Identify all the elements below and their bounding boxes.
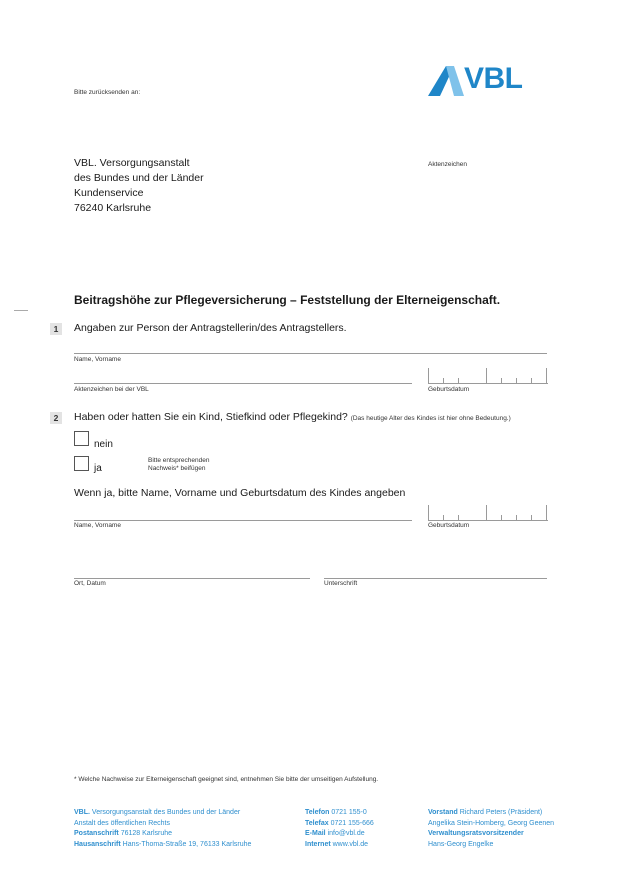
- footer-label: E-Mail: [305, 830, 326, 837]
- vbl-logo-icon: [428, 64, 468, 98]
- section2-question: Haben oder hatten Sie ein Kind, Stiefkind oder Pflegekind?: [74, 411, 348, 423]
- reference-input-line[interactable]: [74, 383, 412, 384]
- section1-heading: Angaben zur Person der Antragstellerin/des Antragstellers.: [74, 322, 347, 334]
- child-heading: Wenn ja, bitte Name, Vorname und Geburtsdatum des Kindes angeben: [74, 487, 406, 499]
- address-line: VBL. Versorgungsanstalt: [74, 157, 190, 169]
- section-number: 1: [50, 323, 62, 335]
- signature-label: Unterschrift: [324, 580, 358, 587]
- footer-value: Hans-Thoma-Straße 19, 76133 Karlsruhe: [122, 840, 252, 848]
- yes-note: [148, 457, 209, 473]
- vbl-logo: [428, 62, 546, 98]
- place-date-label: Ort, Datum: [74, 580, 106, 587]
- footer-label: Internet: [305, 840, 331, 848]
- footer-web[interactable]: www.vbl.de: [332, 840, 369, 848]
- address-line: 76240 Karlsruhe: [74, 202, 152, 214]
- footer-label: VBL.: [74, 809, 90, 816]
- section2-heading: [74, 411, 511, 423]
- footer-col-address: [74, 808, 299, 850]
- footer-value: Hans-Georg Engelke: [428, 840, 494, 848]
- fold-mark: [14, 310, 28, 311]
- logo-text: VBL: [464, 62, 523, 95]
- footer-value: Richard Peters (Präsident): [459, 809, 543, 816]
- footer-label: Hausanschrift: [74, 840, 121, 848]
- place-date-input-line[interactable]: [74, 578, 310, 579]
- footnote: * Welche Nachweise zur Elterneigenschaft geeignet sind, entnehmen Sie bitte der umseitigen Aufstellung.: [74, 776, 379, 783]
- footer-col-contact: [305, 808, 420, 850]
- checkbox-no[interactable]: [74, 431, 89, 446]
- footer-phone: 0721 155-0: [331, 809, 367, 816]
- signature-input-line[interactable]: [324, 578, 547, 579]
- footer-value: Anstalt des öffentlichen Rechts: [74, 819, 170, 827]
- footer-value: Angelika Stein-Homberg, Georg Geenen: [428, 819, 555, 827]
- footer-col-board: [428, 808, 563, 850]
- birthdate-label: Geburtsdatum: [428, 386, 470, 393]
- name-input-line[interactable]: [74, 353, 547, 354]
- reference-vbl-label: Aktenzeichen bei der VBL: [74, 386, 149, 393]
- reference-label: Aktenzeichen: [428, 161, 468, 168]
- yes-note-line: Nachweis* beifügen: [148, 465, 206, 472]
- name-label: Name, Vorname: [74, 356, 121, 363]
- footer-label: Vorstand: [428, 809, 458, 816]
- section2-note: (Das heutige Alter des Kindes ist hier ohne Bedeutung.): [350, 415, 511, 422]
- child-birthdate-input[interactable]: [428, 505, 548, 521]
- footer-value: 76128 Karlsruhe: [120, 830, 173, 837]
- yes-note-line: Bitte entsprechenden: [148, 457, 210, 464]
- footer-label: Verwaltungsratsvorsitzender: [428, 830, 524, 837]
- footer-label: Postanschrift: [74, 830, 119, 837]
- footer-label: Telefon: [305, 809, 330, 816]
- child-name-input-line[interactable]: [74, 520, 412, 521]
- child-name-label: Name, Vorname: [74, 522, 121, 529]
- page-title: Beitragshöhe zur Pflegeversicherung – Feststellung der Elterneigenschaft.: [74, 293, 501, 307]
- section-number: 2: [50, 412, 62, 424]
- footer-label: Telefax: [305, 819, 329, 827]
- address-line: Kundenservice: [74, 187, 144, 199]
- address-line: des Bundes und der Länder: [74, 172, 204, 184]
- child-birthdate-label: Geburtsdatum: [428, 522, 470, 529]
- footer-email[interactable]: info@vbl.de: [327, 830, 365, 837]
- checkbox-yes[interactable]: [74, 456, 89, 471]
- footer-value: Versorgungsanstalt des Bundes und der Länder: [91, 809, 241, 816]
- return-label: Bitte zurücksenden an:: [74, 89, 141, 96]
- birthdate-input[interactable]: [428, 368, 548, 384]
- footer-fax: 0721 155-666: [330, 819, 374, 827]
- option-yes-label: ja: [94, 463, 102, 474]
- option-no-label: nein: [94, 439, 113, 450]
- recipient-address: [74, 156, 204, 216]
